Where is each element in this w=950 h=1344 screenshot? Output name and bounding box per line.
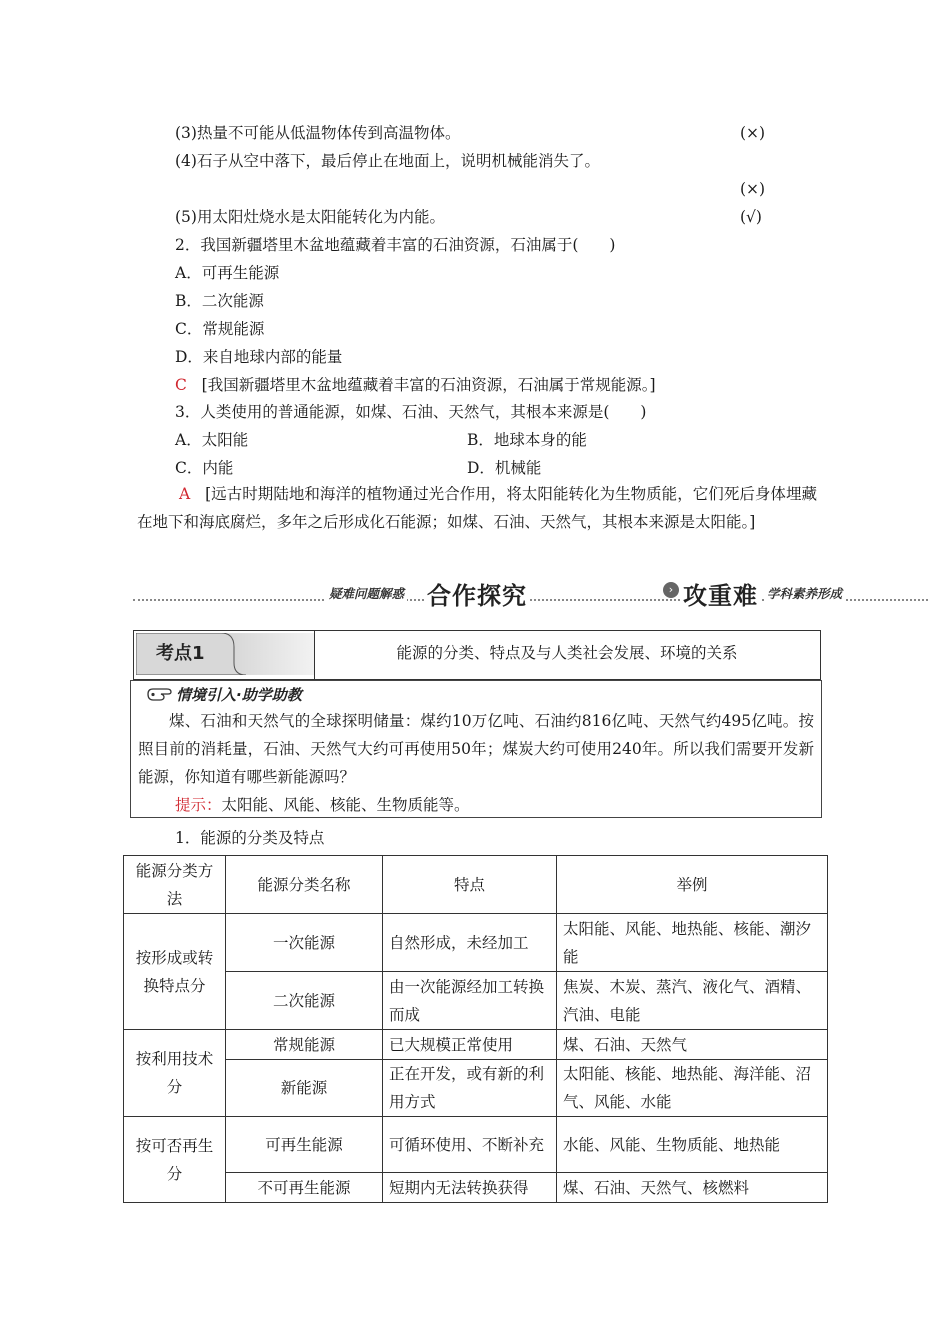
header-feature: 特点: [383, 856, 557, 914]
banner-title-right: 攻重难: [681, 576, 760, 611]
situation-box: [130, 680, 822, 818]
topic-tab: [136, 633, 314, 675]
question-2-option-c: C．常规能源: [175, 320, 265, 338]
question-3-option-c: C．内能: [175, 459, 234, 477]
question-3-stem: 3．人类使用的普通能源，如煤、石油、天然气，其根本来源是( ): [175, 403, 647, 421]
banner-right-caption: 学科素养形成: [764, 584, 845, 602]
topic-label: 考点1: [156, 643, 205, 664]
table-row: [124, 972, 828, 1030]
table-row: [124, 1117, 828, 1173]
section-1-heading: 1．能源的分类及特点: [175, 829, 325, 847]
question-2-stem: 2．我国新疆塔里木盆地蕴藏着丰富的石油资源，石油属于( ): [175, 236, 616, 254]
method-cell: 按利用技术分: [124, 1030, 226, 1117]
example-cell: 煤、石油、天然气、核燃料: [557, 1173, 828, 1203]
question-3-option-b: B．地球本身的能: [467, 431, 587, 449]
table-row: [124, 1060, 828, 1117]
method-cell: 按形成或转换特点分: [124, 914, 226, 1030]
feature-cell: 可循环使用、不断补充: [383, 1117, 557, 1173]
question-2-option-a: A．可再生能源: [175, 264, 280, 282]
feature-cell: 自然形成，未经加工: [383, 914, 557, 972]
question-2-explanation: [我国新疆塔里木盆地蕴藏着丰富的石油资源，石油属于常规能源。]: [201, 376, 656, 394]
question-3-answer: [137, 480, 817, 536]
feature-cell: 正在开发，或有新的利用方式: [383, 1060, 557, 1117]
chevron-right-icon: ›: [663, 582, 679, 598]
hint-label: 提示：: [175, 796, 222, 814]
feature-cell: 短期内无法转换获得: [383, 1173, 557, 1203]
topic-header-box: [133, 630, 821, 680]
question-2-answer-letter: C: [175, 376, 187, 394]
judgment-mark-5: (√): [740, 208, 762, 226]
question-3-option-d: D．机械能: [467, 459, 542, 477]
pointing-hand-icon: [147, 686, 173, 702]
judgment-item-4: (4)石子从空中落下，最后停止在地面上，说明机械能消失了。: [175, 152, 600, 170]
question-3-answer-letter: A: [179, 485, 191, 503]
header-name: 能源分类名称: [226, 856, 383, 914]
judgment-item-5: (5)用太阳灶烧水是太阳能转化为内能。: [175, 208, 445, 226]
situation-body: 煤、石油和天然气的全球探明储量：煤约10万亿吨、石油约816亿吨、天然气约495亿吨。按照目前的消耗量，石油、天然气大约可再使用50年；煤炭大约可使用240年。所以我们需要开发新能源，你知道有哪些新能源吗？: [138, 712, 814, 786]
example-cell: 水能、风能、生物质能、地热能: [557, 1117, 828, 1173]
judgment-mark-3: (×): [740, 124, 766, 142]
name-cell: 新能源: [226, 1060, 383, 1117]
situation-hint: [175, 791, 470, 819]
header-method: 能源分类方法: [124, 856, 226, 914]
banner-title-left: 合作探究: [425, 576, 529, 611]
name-cell: 可再生能源: [226, 1117, 383, 1173]
judgment-mark-4: (×): [740, 180, 766, 198]
section-banner: [133, 577, 928, 610]
table-row: [124, 1173, 828, 1203]
table-row: [124, 914, 828, 972]
example-cell: 太阳能、风能、地热能、核能、潮汐能: [557, 914, 828, 972]
method-cell: 按可否再生分: [124, 1117, 226, 1203]
example-cell: 焦炭、木炭、蒸汽、液化气、酒精、汽油、电能: [557, 972, 828, 1030]
topic-title: 能源的分类、特点及与人类社会发展、环境的关系: [396, 644, 738, 662]
question-3-option-a: A．太阳能: [175, 431, 249, 449]
judgment-item-3: (3)热量不可能从低温物体传到高温物体。: [175, 124, 461, 142]
question-2-option-b: B．二次能源: [175, 292, 264, 310]
name-cell: 二次能源: [226, 972, 383, 1030]
header-example: 举例: [557, 856, 828, 914]
situation-heading: 情境引入·助学助教: [176, 686, 302, 704]
question-2-answer: [175, 375, 656, 395]
feature-cell: 由一次能源经加工转换而成: [383, 972, 557, 1030]
hint-text: 太阳能、风能、核能、生物质能等。: [221, 796, 470, 814]
question-2-option-d: D．来自地球内部的能量: [175, 348, 343, 366]
name-cell: 不可再生能源: [226, 1173, 383, 1203]
energy-classification-table: [123, 855, 828, 1203]
banner-left-caption: 疑难问题解惑: [326, 584, 407, 602]
example-cell: 太阳能、核能、地热能、海洋能、沼气、风能、水能: [557, 1060, 828, 1117]
question-3-explanation: [远古时期陆地和海洋的植物通过光合作用，将太阳能转化为生物质能，它们死后身体埋藏在地下和海底腐烂，多年之后形成化石能源；如煤、石油、天然气，其根本来源是太阳能。]: [137, 485, 817, 531]
feature-cell: 已大规模正常使用: [383, 1030, 557, 1060]
name-cell: 一次能源: [226, 914, 383, 972]
name-cell: 常规能源: [226, 1030, 383, 1060]
table-row: [124, 1030, 828, 1060]
table-header-row: [124, 856, 828, 914]
example-cell: 煤、石油、天然气: [557, 1030, 828, 1060]
